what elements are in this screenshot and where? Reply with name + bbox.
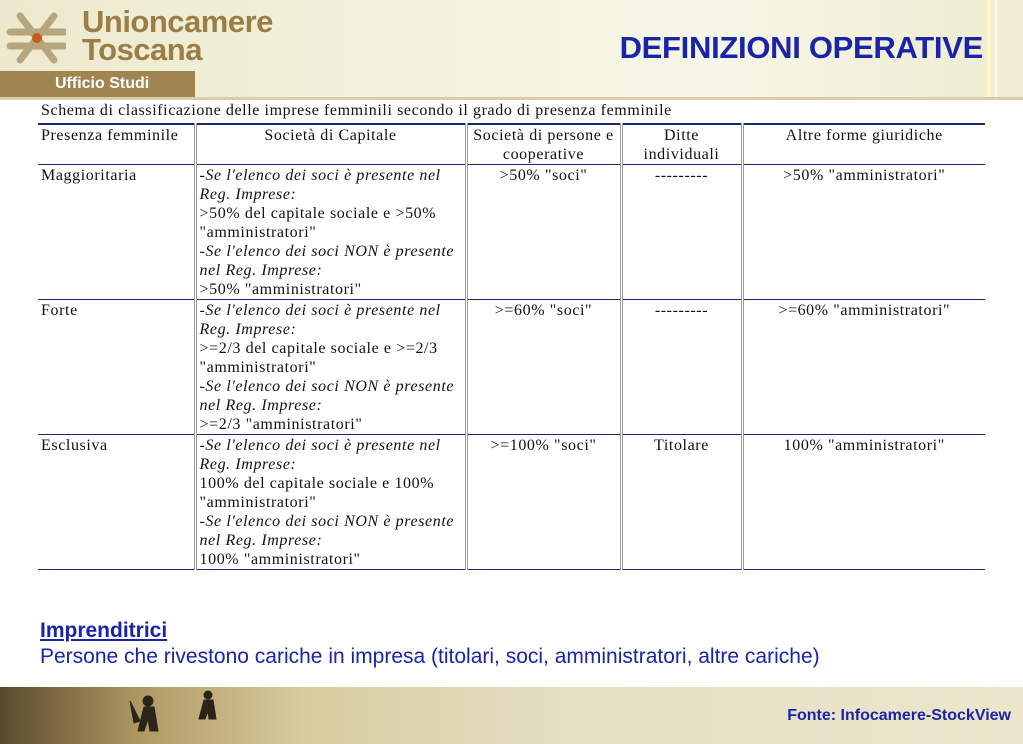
capital-condition-in: -Se l'elenco dei soci è presente nel Reg. Imprese: <box>199 302 441 338</box>
header-persons: Società di persone e cooperative <box>466 124 621 165</box>
table-row <box>38 165 985 300</box>
table-caption: Schema di classificazione delle imprese femminili secondo il grado di presenza femminile <box>41 102 672 119</box>
other-cell: >50% "amministratori" <box>742 165 985 300</box>
header-other: Altre forme giuridiche <box>742 124 985 165</box>
capital-cell <box>195 300 466 435</box>
sole-cell: Titolare <box>621 435 742 570</box>
capital-rule-in: >=2/3 del capitale sociale e >=2/3 "amministratori" <box>199 340 438 376</box>
capital-condition-in: -Se l'elenco dei soci è presente nel Reg. Imprese: <box>199 167 441 203</box>
header-capital: Società di Capitale <box>195 124 466 165</box>
table-row <box>38 435 985 570</box>
header-accent-line <box>987 0 991 97</box>
persons-cell: >=60% "soci" <box>466 300 621 435</box>
header-sole: Ditte individuali <box>621 124 742 165</box>
capital-condition-not: -Se l'elenco dei soci NON è presente nel Reg. Imprese: <box>199 243 455 279</box>
header-divider <box>0 97 1023 100</box>
office-label: Ufficio Studi <box>0 71 195 97</box>
capital-rule-not: >=2/3 "amministratori" <box>199 416 363 433</box>
other-cell: 100% "amministratori" <box>742 435 985 570</box>
classification-table <box>38 123 985 570</box>
definition-heading: Imprenditrici <box>40 619 168 642</box>
row-label: Forte <box>38 300 195 435</box>
header-accent-line <box>995 0 997 97</box>
row-label: Esclusiva <box>38 435 195 570</box>
header-band <box>0 0 1023 97</box>
capital-rule-not: >50% "amministratori" <box>199 281 362 298</box>
persons-cell: >=100% "soci" <box>466 435 621 570</box>
capital-rule-in: >50% del capitale sociale e >50% "amministratori" <box>199 205 437 241</box>
sole-cell: --------- <box>621 165 742 300</box>
sole-cell: --------- <box>621 300 742 435</box>
capital-condition-in: -Se l'elenco dei soci è presente nel Reg. Imprese: <box>199 437 441 473</box>
table-header-row <box>38 124 985 165</box>
unioncamere-logo-icon <box>6 8 66 68</box>
page-title: DEFINIZIONI OPERATIVE <box>619 30 983 65</box>
people-silhouettes-icon <box>110 687 260 744</box>
source-note: Fonte: Infocamere-StockView <box>787 707 1011 724</box>
capital-rule-not: 100% "amministratori" <box>199 551 361 568</box>
definition-text: Persone che rivestono cariche in impresa (titolari, soci, amministratori, altre cariche) <box>40 645 820 668</box>
capital-cell <box>195 435 466 570</box>
capital-condition-not: -Se l'elenco dei soci NON è presente nel Reg. Imprese: <box>199 378 455 414</box>
brand-line-1: Unioncamere <box>82 4 273 39</box>
table-row <box>38 300 985 435</box>
other-cell: >=60% "amministratori" <box>742 300 985 435</box>
persons-cell: >50% "soci" <box>466 165 621 300</box>
capital-condition-not: -Se l'elenco dei soci NON è presente nel Reg. Imprese: <box>199 513 455 549</box>
row-label: Maggioritaria <box>38 165 195 300</box>
brand-line-2: Toscana <box>82 32 202 67</box>
capital-rule-in: 100% del capitale sociale e 100% "amministratori" <box>199 475 435 511</box>
header-presence: Presenza femminile <box>38 124 195 165</box>
brand-name <box>82 4 273 67</box>
capital-cell <box>195 165 466 300</box>
